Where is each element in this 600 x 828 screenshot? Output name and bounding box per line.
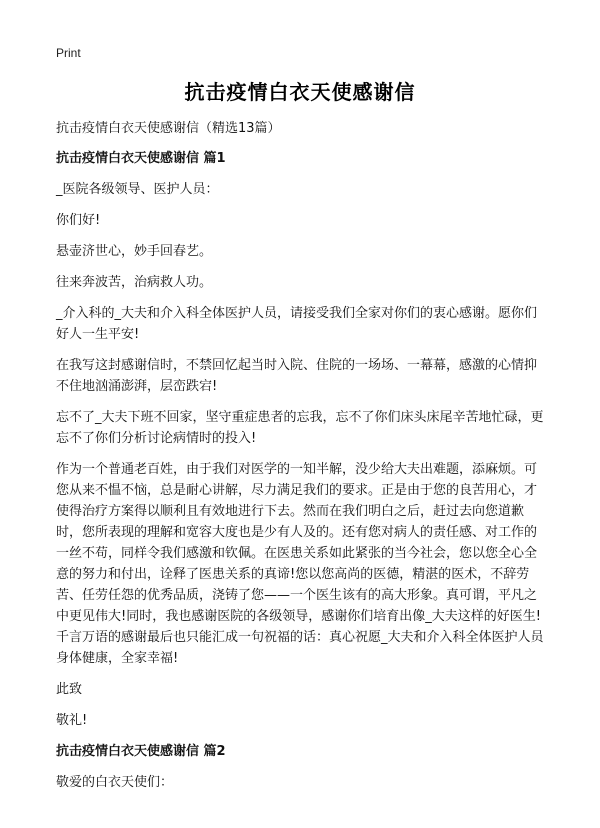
paragraph-closing-1: 此致 (56, 682, 83, 697)
paragraph-couplet-1: 悬壶济世心，妙手回春艺。 (56, 244, 213, 259)
paragraph-memory: 在我写这封感谢信时，不禁回忆起当时入院、住院的一场场、一幕幕，感激的心情抑不住地汹涌澎湃，层峦跌宕! (56, 358, 538, 394)
section-heading-1: 抗击疫情白衣天使感谢信 篇1 (56, 151, 226, 166)
paragraph-couplet-2: 往来奔波苦，治病救人功。 (56, 275, 213, 290)
print-label[interactable]: Print (56, 46, 81, 60)
paragraph-section2-salutation: 敬爱的白衣天使们： (56, 775, 174, 790)
paragraph-closing-2: 敬礼! (56, 713, 88, 728)
paragraph-thanks: _介入科的_大夫和介入科全体医护人员，请接受我们全家对你们的衷心感谢。愿你们好人一生平安! (56, 306, 538, 342)
document-subtitle: 抗击疫情白衣天使感谢信（精选13篇） (56, 121, 281, 136)
paragraph-salutation: _医院各级领导、医护人员： (56, 182, 219, 197)
page-title: 抗击疫情白衣天使感谢信 (184, 80, 416, 104)
paragraph-main-body: 作为一个普通老百姓，由于我们对医学的一知半解，没少给大夫出难题，添麻烦。可您从来不愠不恼，总是耐心讲解，尽力满足我们的要求。正是由于您的良苦用心，才使得治疗方案得以顺利且有效地进行下去。然而在我们明白之后，赶过去向您道歉时，您所表现的理解和宽容大度也是少有人及的。还有您对病人的责任感、对工作的一丝不苟，同样令我们感激和钦佩。在医患关系如此紧张的当今社会，您以您全心全意的努力和付出，诠释了医患关系的真谛!您以您高尚的医德，精湛的医术，不辞劳苦、任劳任怨的优秀品质，浇铸了您——一个医生该有的高大形象。真可谓，平凡之中更见伟大!同时，我也感谢医院的各级领导，感谢你们培育出像_大夫这样的好医生!千言万语的感谢最后也只能汇成一句祝福的话：真心祝愿_大夫和介入科全体医护人员身体健康，全家幸福! (56, 462, 544, 666)
section-heading-2: 抗击疫情白衣天使感谢信 篇2 (56, 744, 226, 759)
paragraph-unforgettable: 忘不了_大夫下班不回家，坚守重症患者的忘我，忘不了你们床头床尾辛苦地忙碌，更忘不了你们分析讨论病情时的投入! (56, 410, 544, 446)
document-body (56, 118, 548, 803)
paragraph-greeting: 你们好! (56, 213, 101, 228)
